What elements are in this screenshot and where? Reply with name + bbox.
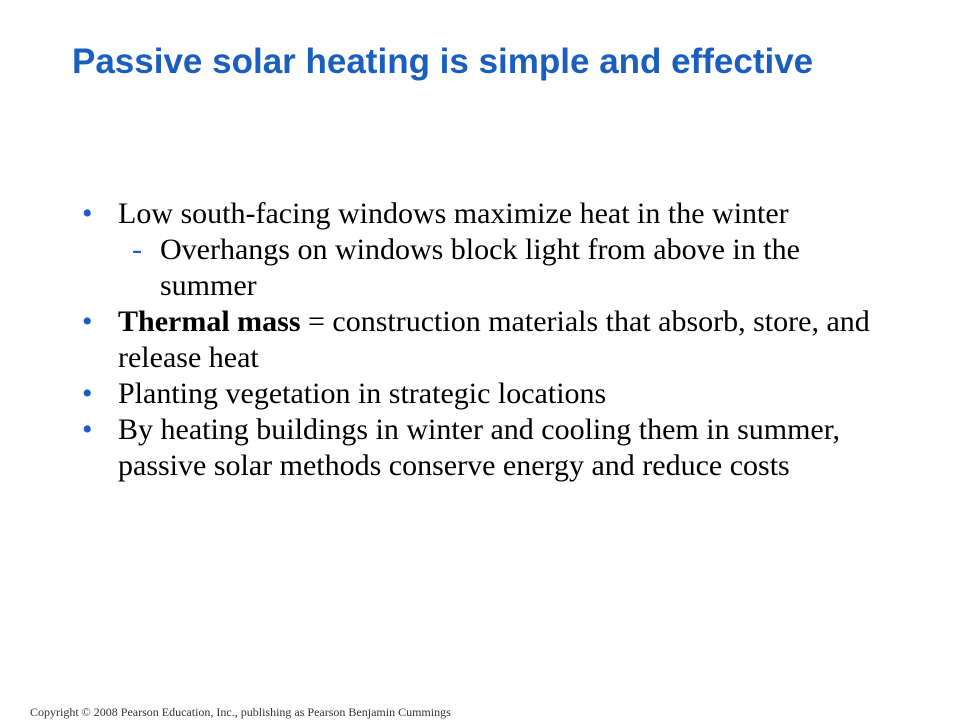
bullet-item	[82, 376, 902, 412]
slide-title: Passive solar heating is simple and effective	[72, 42, 814, 81]
bullet-text: By heating buildings in winter and cooling them in summer, passive solar methods conserve energy and reduce costs	[118, 413, 841, 482]
bullet-marker: •	[82, 305, 93, 338]
copyright-footer: Copyright © 2008 Pearson Education, Inc., publishing as Pearson Benjamin Cummings	[30, 705, 451, 719]
bullet-item	[82, 412, 902, 484]
bullet-list	[82, 196, 902, 484]
bullet-text: = construction materials that absorb, store, and release heat	[118, 305, 870, 374]
sub-bullet-text: Overhangs on windows block light from above in the summer	[160, 233, 800, 302]
bullet-marker: •	[82, 413, 93, 446]
bullet-text: Low south-facing windows maximize heat in the winter	[118, 197, 789, 230]
sub-bullet-list	[118, 232, 902, 304]
bullet-marker: •	[82, 377, 93, 410]
bullet-term: Thermal mass	[118, 305, 301, 338]
bullet-marker: •	[82, 197, 93, 230]
bullet-text: Planting vegetation in strategic locations	[118, 377, 607, 410]
bullet-item	[82, 304, 902, 376]
sub-bullet-item	[118, 232, 902, 304]
bullet-item	[82, 196, 902, 304]
sub-bullet-marker: -	[132, 233, 142, 266]
